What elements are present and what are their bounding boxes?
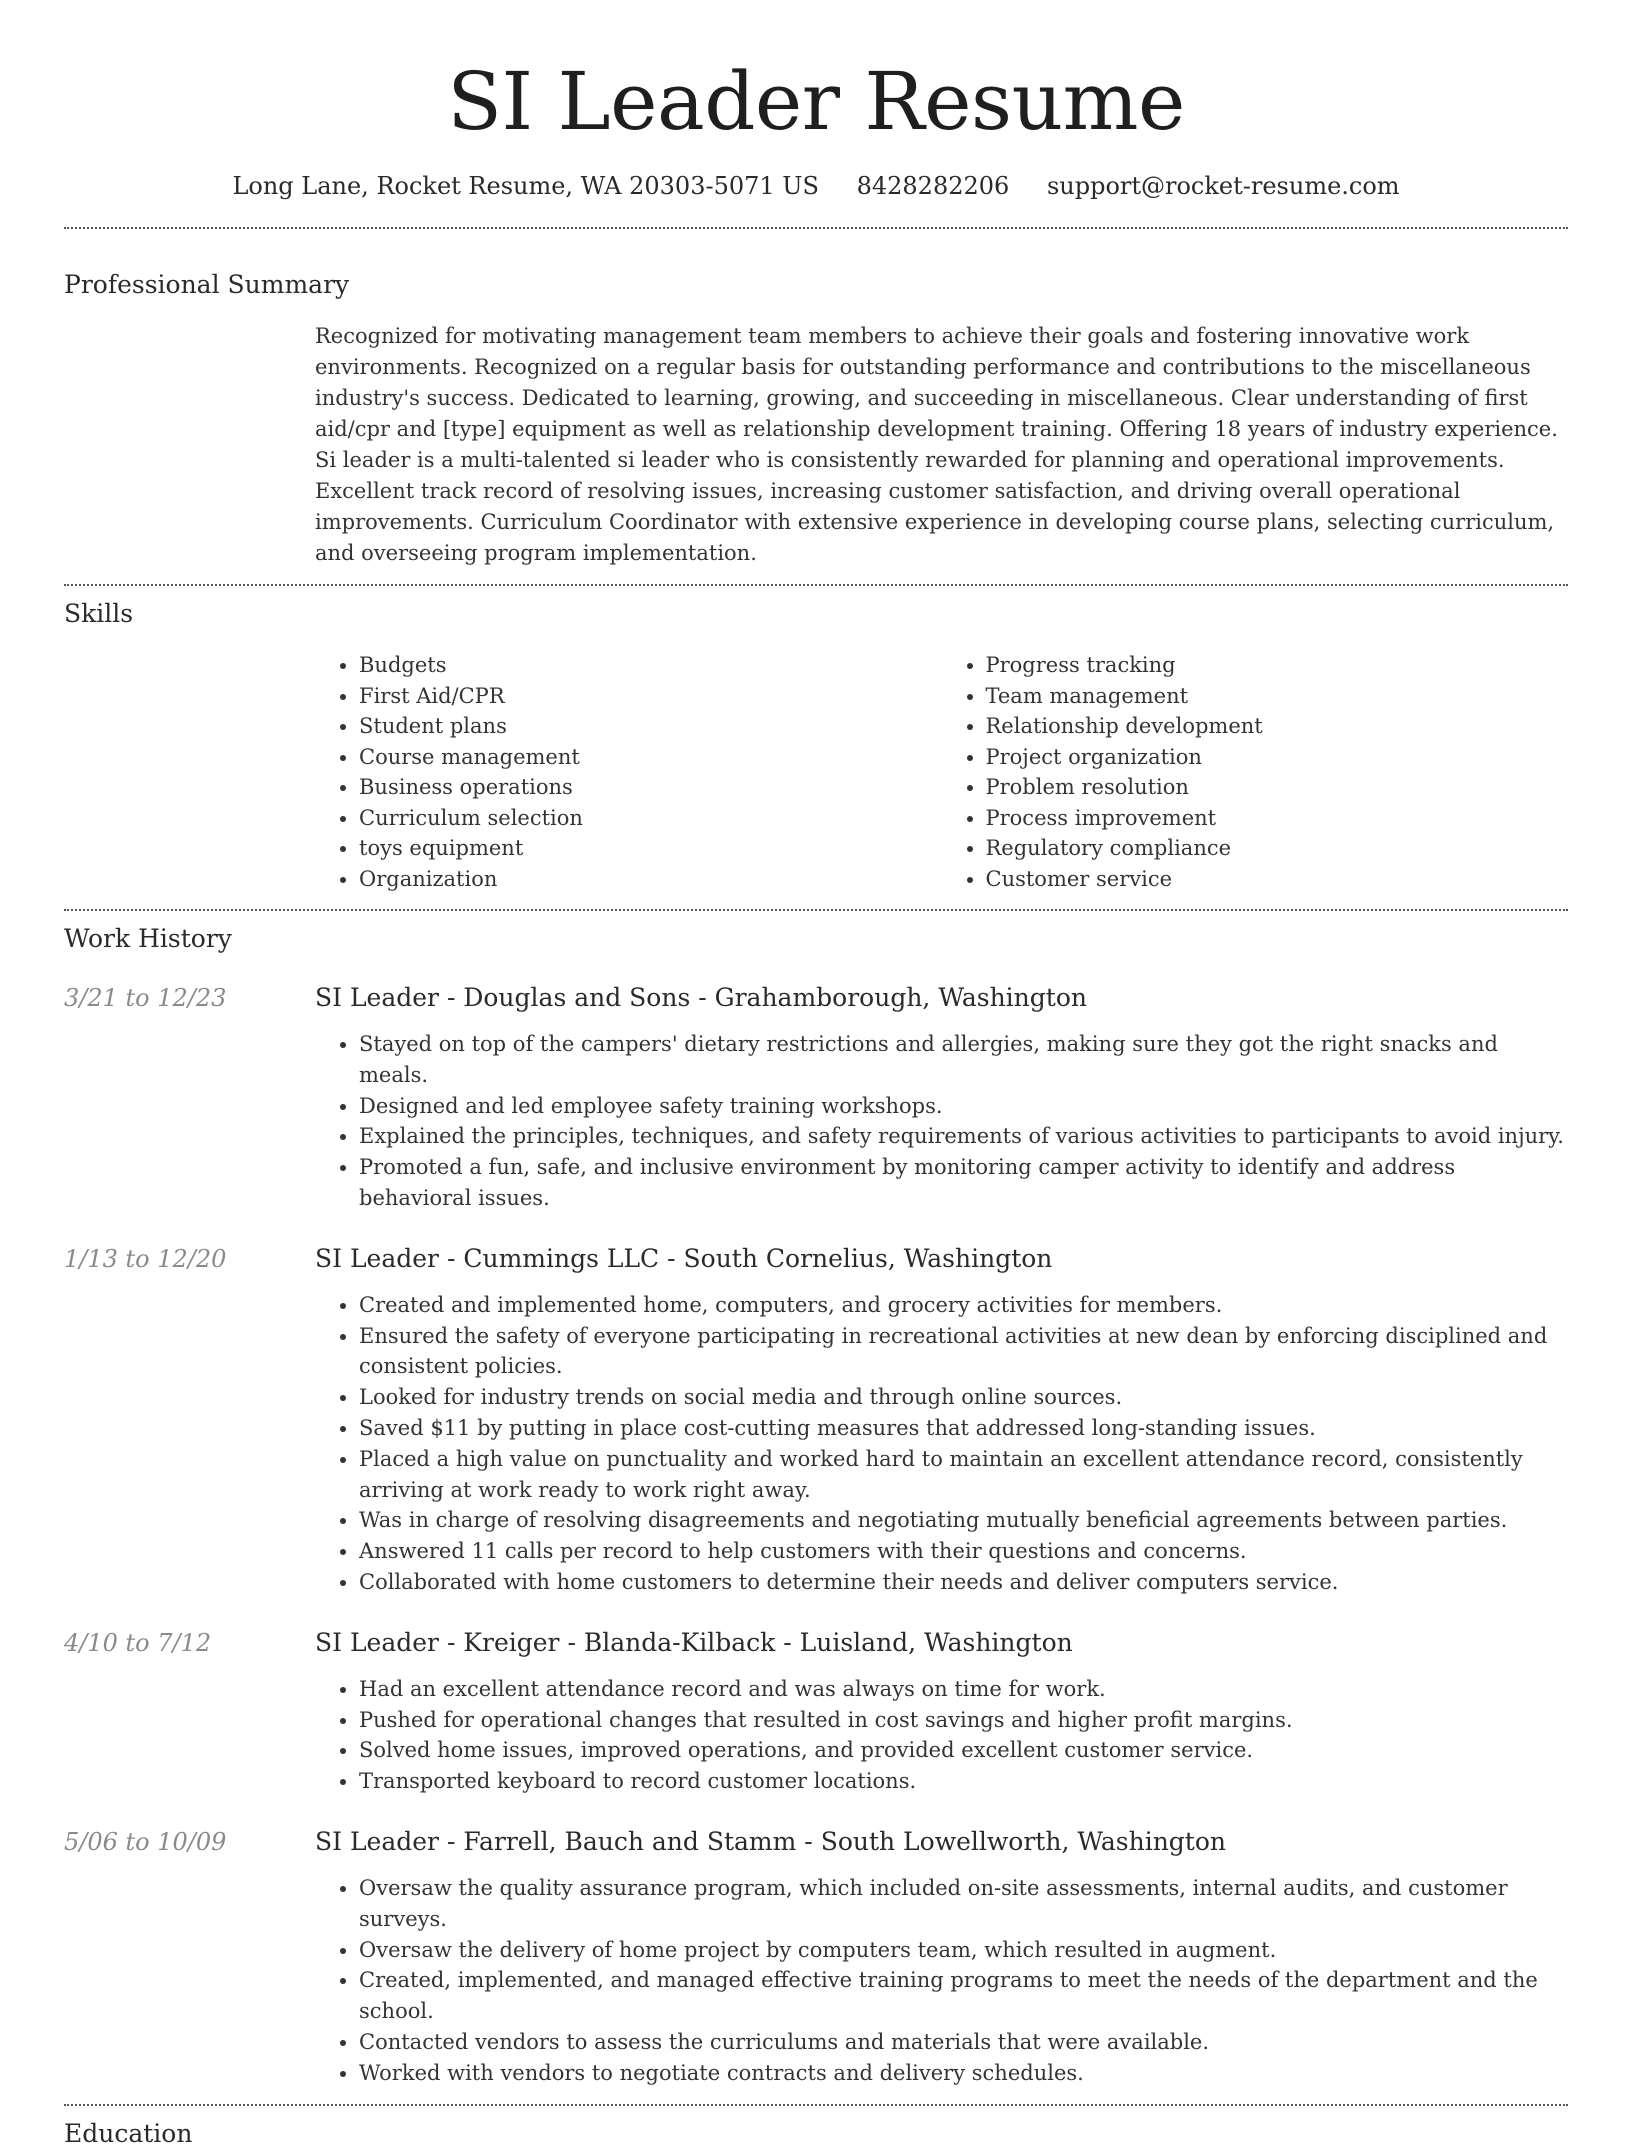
skills-right-column [942, 650, 1569, 894]
skill-item: • Progress tracking [986, 650, 1569, 681]
job-dates: 1/13 to 12/20 [64, 1244, 227, 1273]
skill-item: • Process improvement [986, 803, 1569, 834]
skill-item: • First Aid/CPR [359, 681, 942, 712]
job-dates: 5/06 to 10/09 [64, 1827, 227, 1856]
skill-item: • Business operations [359, 772, 942, 803]
contact-line [64, 169, 1568, 203]
job-duty: • Collaborated with home customers to determine their needs and deliver computers service. [359, 1567, 1568, 1598]
job-title: SI Leader - Kreiger - Blanda-Kilback - Luisland, Washington [315, 1627, 1073, 1657]
job-duty: • Stayed on top of the campers' dietary restrictions and allergies, making sure they got the right snacks and meals. [359, 1029, 1568, 1091]
job-duty: • Oversaw the delivery of home project by computers team, which resulted in augment. [359, 1935, 1568, 1966]
job-duty: • Had an excellent attendance record and was always on time for work. [359, 1674, 1568, 1705]
skills-divider [64, 909, 1568, 911]
job-dates: 3/21 to 12/23 [64, 984, 227, 1012]
skill-item: • Project organization [986, 742, 1569, 773]
job-dates: 4/10 to 7/12 [64, 1628, 212, 1657]
email-text: support@rocket-resume.com [1046, 172, 1400, 200]
job-duties-list [315, 1873, 1568, 2089]
skills-left-column [315, 650, 942, 894]
skills-list [315, 650, 1568, 894]
header-divider [64, 227, 1568, 229]
job-duty: • Promoted a fun, safe, and inclusive environment by monitoring camper activity to identify and address behavioral issues. [359, 1152, 1568, 1214]
skill-item: • Budgets [359, 650, 942, 681]
job-duty: • Transported keyboard to record customer locations. [359, 1766, 1568, 1797]
job-duty: • Explained the principles, techniques, and safety requirements of various activities to participants to avoid injury. [359, 1121, 1568, 1152]
skill-item: • Relationship development [986, 711, 1569, 742]
skill-item: • Regulatory compliance [986, 833, 1569, 864]
job-duties-list [315, 1029, 1568, 1214]
job-duty: • Was in charge of resolving disagreements and negotiating mutually beneficial agreements between parties. [359, 1505, 1568, 1536]
summary-heading: Professional Summary [64, 270, 350, 299]
job-duty: • Ensured the safety of everyone participating in recreational activities at new dean by enforcing disciplined and consistent policies. [359, 1321, 1568, 1383]
skill-item: • Customer service [986, 864, 1569, 895]
skill-item: • Team management [986, 681, 1569, 712]
work-history-heading: Work History [64, 924, 232, 953]
job-title: SI Leader - Douglas and Sons - Grahamborough, Washington [315, 983, 1087, 1012]
job-duty: • Worked with vendors to negotiate contracts and delivery schedules. [359, 2058, 1568, 2089]
summary-divider [64, 584, 1568, 586]
resume-page [64, 0, 1568, 2151]
job-title: SI Leader - Farrell, Bauch and Stamm - South Lowellworth, Washington [315, 1826, 1226, 1856]
skill-item: • Course management [359, 742, 942, 773]
job-duty: • Saved $11 by putting in place cost-cutting measures that addressed long-standing issues. [359, 1413, 1568, 1444]
skill-item: • Problem resolution [986, 772, 1569, 803]
phone-text: 8428282206 [856, 172, 1010, 200]
job-duty: • Oversaw the quality assurance program, which included on-site assessments, internal audits, and customer surveys. [359, 1873, 1568, 1935]
skill-item: • Student plans [359, 711, 942, 742]
job-duty: • Pushed for operational changes that resulted in cost savings and higher profit margins. [359, 1705, 1568, 1736]
job-header [64, 1626, 1568, 1660]
job-duty: • Solved home issues, improved operations, and provided excellent customer service. [359, 1735, 1568, 1766]
job-duties-list [315, 1674, 1568, 1797]
skills-heading: Skills [64, 599, 134, 628]
address-text: Long Lane, Rocket Resume, WA 20303-5071 US [232, 172, 819, 200]
job-header [64, 1242, 1568, 1276]
job-duty: • Contacted vendors to assess the curriculums and materials that were available. [359, 2027, 1568, 2058]
job-duties-list [315, 1290, 1568, 1598]
work-divider [64, 2104, 1568, 2106]
summary-text: Recognized for motivating management team members to achieve their goals and fostering innovative work environments. Recognized on a regular basis for outstanding performance and contributions to the miscellaneous industry's success. Dedicated to learning, growing, and succeeding in miscellaneous. Clear understanding of first aid/cpr and [type] equipment as well as relationship development training. Offering 18 years of industry experience. Si leader is a multi-talented si leader who is consistently rewarded for planning and operational improvements. Excellent track record of resolving issues, increasing customer satisfaction, and driving overall operational improvements. Curriculum Coordinator with extensive experience in developing course plans, selecting curriculum, and overseeing program implementation. [315, 324, 1558, 565]
job-header [64, 1825, 1568, 1859]
skill-item: • Curriculum selection [359, 803, 942, 834]
job-duty: • Designed and led employee safety training workshops. [359, 1091, 1568, 1122]
job-duty: • Created, implemented, and managed effective training programs to meet the needs of the department and the school. [359, 1965, 1568, 2027]
job-duty: • Created and implemented home, computers, and grocery activities for members. [359, 1290, 1568, 1321]
job-duty: • Looked for industry trends on social media and through online sources. [359, 1382, 1568, 1413]
skill-item: • toys equipment [359, 833, 942, 864]
job-header [64, 981, 1568, 1015]
job-duty: • Answered 11 calls per record to help customers with their questions and concerns. [359, 1536, 1568, 1567]
job-title: SI Leader - Cummings LLC - South Cornelius, Washington [315, 1243, 1053, 1273]
skill-item: • Organization [359, 864, 942, 895]
resume-title: SI Leader Resume [447, 55, 1185, 148]
education-heading: Education [64, 2118, 193, 2148]
job-duty: • Placed a high value on punctuality and worked hard to maintain an excellent attendance record, consistently arriving at work ready to work right away. [359, 1444, 1568, 1506]
